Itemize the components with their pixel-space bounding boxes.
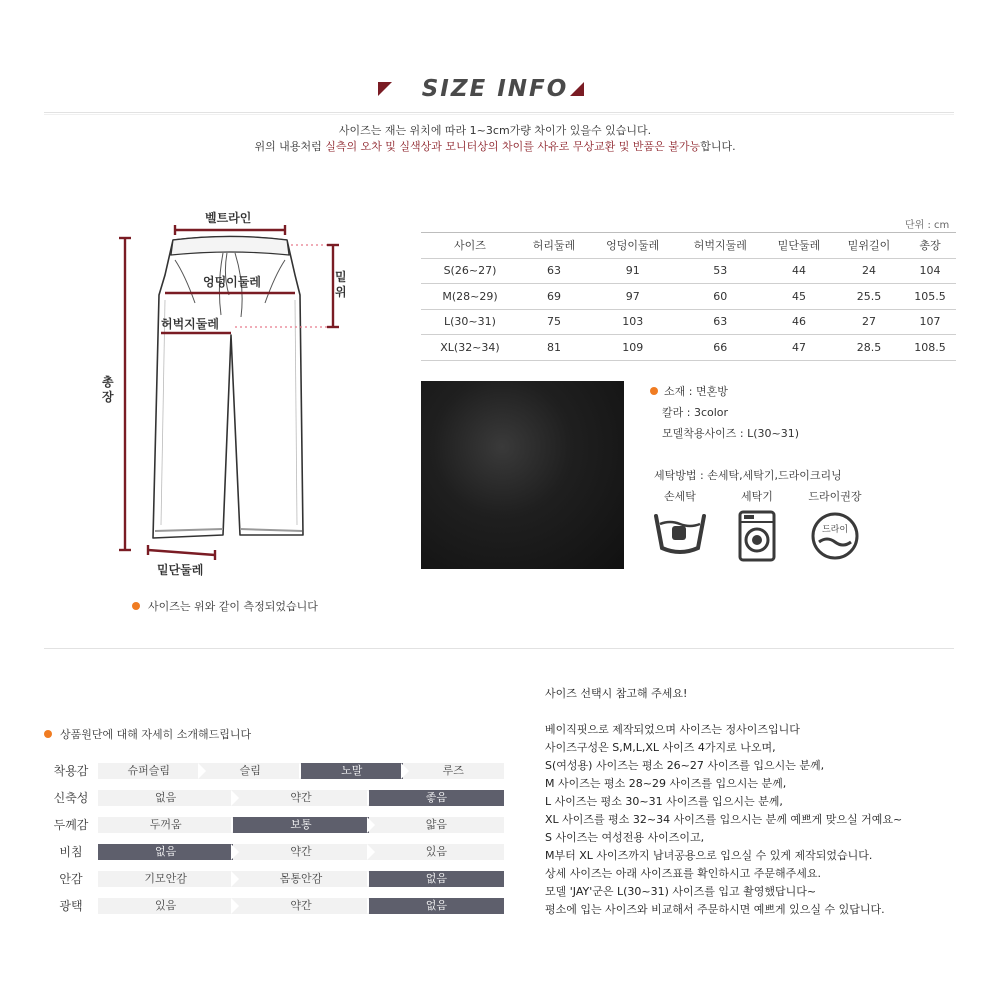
guide-line: XL 사이즈를 평소 32~34 사이즈를 입으시는 분께 예쁘게 맞으실 거예요~ (545, 813, 903, 826)
bullet-icon (44, 730, 52, 738)
table-header-cell: 총장 (904, 233, 956, 259)
property-label: 착용감 (53, 764, 89, 778)
table-header-cell: 밑단둘레 (764, 233, 834, 259)
property-option: 있음 (155, 899, 177, 912)
property-label: 비침 (59, 845, 83, 859)
notice (0, 123, 990, 155)
washing-machine-icon (732, 510, 782, 562)
table-row (421, 335, 956, 361)
notice-highlight: 실측의 오차 및 실색상과 모니터상의 차이를 사유로 무상교환 및 반품은 불가능 (325, 140, 701, 153)
model-size: 모델착용사이즈 : L(30~31) (662, 427, 800, 440)
length-label: 총장 (102, 375, 114, 404)
notice-text: 위의 내용처럼 (254, 140, 326, 153)
guide-line: 베이직핏으로 제작되었으며 사이즈는 정사이즈입니다 (545, 723, 800, 736)
guide-line: 평소에 입는 사이즈와 비교해서 주문하시면 예쁘게 있으실 수 있답니다. (545, 903, 885, 916)
table-header-cell: 밑위길이 (834, 233, 904, 259)
table-row (421, 284, 956, 310)
belt-line-label: 벨트라인 (205, 211, 252, 225)
hem-label: 밑단둘레 (157, 563, 204, 577)
property-option: 약간 (290, 845, 312, 858)
table-cell: 105.5 (904, 284, 956, 310)
table-cell: 60 (677, 284, 765, 310)
property-label: 안감 (59, 872, 83, 886)
table-cell: 63 (677, 309, 765, 335)
table-header-cell: 엉덩이둘레 (589, 233, 677, 259)
table-header-row (421, 233, 956, 259)
pants-illustration (95, 205, 365, 585)
table-cell: M(28~29) (421, 284, 519, 310)
property-option: 없음 (98, 844, 233, 860)
material-text: 소재 : 면혼방 (664, 385, 728, 398)
guide-line: 사이즈구성은 S,M,L,XL 사이즈 4가지로 나오며, (545, 741, 776, 754)
right-triangle-icon (570, 82, 584, 96)
property-row (44, 763, 504, 779)
table-cell: 47 (764, 335, 834, 361)
property-label: 신축성 (53, 791, 89, 805)
table-cell: L(30~31) (421, 309, 519, 335)
table-header-cell: 허리둘레 (519, 233, 589, 259)
table-cell: 46 (764, 309, 834, 335)
wash-dry (800, 488, 870, 565)
guide-line: S 사이즈는 여성전용 사이즈이고, (545, 831, 705, 844)
dry-clean-icon (809, 510, 861, 562)
guide-line: M 사이즈는 평소 28~29 사이즈를 입으시는 분께, (545, 777, 787, 790)
property-row (44, 871, 504, 887)
divider (44, 648, 954, 649)
property-row (44, 790, 504, 806)
notice-line-2 (0, 139, 990, 155)
fabric-swatch-image (421, 381, 624, 569)
property-option: 약간 (290, 791, 312, 804)
section-header (0, 72, 990, 112)
divider (44, 114, 954, 115)
property-track (98, 898, 504, 914)
property-option: 얇음 (425, 818, 447, 831)
table-cell: 108.5 (904, 335, 956, 361)
unit-label: 단위 : cm (905, 220, 950, 231)
properties-title-text: 상품원단에 대해 자세히 소개해드립니다 (60, 728, 252, 741)
material (650, 381, 799, 402)
table-cell: 24 (834, 258, 904, 284)
table-row (421, 258, 956, 284)
wash-label: 손세탁 (664, 490, 696, 503)
property-option: 노말 (301, 763, 403, 779)
table-cell: 63 (519, 258, 589, 284)
guide-lines (545, 721, 902, 919)
thigh-label: 허벅지둘레 (161, 317, 219, 331)
guide-line: 모델 'JAY'군은 L(30~31) 사이즈를 입고 촬영했답니다~ (545, 885, 817, 898)
guide-line: 상세 사이즈는 아래 사이즈표를 확인하시고 주문해주세요. (545, 867, 822, 880)
table-cell: 28.5 (834, 335, 904, 361)
rise-label: 밑위 (335, 270, 347, 299)
divider (44, 112, 954, 113)
wash-label: 드라이권장 (808, 490, 862, 503)
dry-badge: 드라이 (821, 525, 849, 535)
table-cell: 104 (904, 258, 956, 284)
table-cell: 45 (764, 284, 834, 310)
spec-list (650, 381, 799, 444)
wash-machine (722, 488, 792, 565)
size-guide (545, 685, 902, 919)
measure-note (132, 598, 318, 614)
property-option: 두꺼움 (149, 818, 182, 831)
notice-text: 합니다. (700, 140, 736, 153)
wash-title: 세탁방법 : 손세탁,세탁기,드라이크리닝 (654, 469, 842, 482)
table-header-cell: 허벅지둘레 (677, 233, 765, 259)
property-option: 약간 (290, 899, 312, 912)
property-track (98, 871, 504, 887)
table-cell: S(26~27) (421, 258, 519, 284)
property-track (98, 817, 504, 833)
property-option: 몸통안감 (279, 872, 323, 885)
pants-diagram (95, 205, 365, 585)
table-cell: 107 (904, 309, 956, 335)
wash-label: 세탁기 (741, 490, 773, 503)
measure-note-text: 사이즈는 위와 같이 측정되었습니다 (148, 600, 318, 613)
properties-title (44, 726, 251, 742)
property-option: 좋음 (369, 790, 504, 806)
property-track (98, 790, 504, 806)
property-option: 루즈 (442, 764, 464, 777)
property-label: 광택 (59, 899, 83, 913)
property-row (44, 844, 504, 860)
property-option: 있음 (425, 845, 447, 858)
page-title: SIZE INFO (421, 76, 569, 102)
table-cell: 69 (519, 284, 589, 310)
table-cell: 97 (589, 284, 677, 310)
table-cell: 81 (519, 335, 589, 361)
hip-label: 엉덩이둘레 (203, 275, 261, 289)
property-option: 슈퍼슬림 (127, 764, 170, 777)
color: 칼라 : 3color (662, 406, 729, 419)
property-row (44, 898, 504, 914)
property-label: 두께감 (53, 818, 89, 832)
guide-line: S(여성용) 사이즈는 평소 26~27 사이즈를 입으시는 분께, (545, 759, 825, 772)
table-cell: 27 (834, 309, 904, 335)
table-cell: XL(32~34) (421, 335, 519, 361)
table-header-cell: 사이즈 (421, 233, 519, 259)
notice-line-1: 사이즈는 재는 위치에 따라 1~3cm가량 차이가 있을수 있습니다. (338, 124, 652, 137)
table-cell: 103 (589, 309, 677, 335)
property-track (98, 763, 504, 779)
guide-line: M부터 XL 사이즈까지 남녀공용으로 입으실 수 있게 제작되었습니다. (545, 849, 873, 862)
table-cell: 66 (677, 335, 765, 361)
table-cell: 75 (519, 309, 589, 335)
property-option: 없음 (369, 871, 504, 887)
guide-line: L 사이즈는 평소 30~31 사이즈를 입으시는 분께, (545, 795, 783, 808)
property-option: 기모안감 (144, 872, 187, 885)
property-option: 보통 (233, 817, 368, 833)
table-cell: 91 (589, 258, 677, 284)
property-track (98, 844, 504, 860)
table-cell: 25.5 (834, 284, 904, 310)
guide-head: 사이즈 선택시 참고해 주세요! (545, 687, 688, 700)
property-option: 없음 (155, 791, 177, 804)
table-cell: 44 (764, 258, 834, 284)
table-cell: 109 (589, 335, 677, 361)
bullet-icon (650, 387, 658, 395)
hand-wash-icon (650, 510, 710, 560)
wash-hand (645, 488, 715, 563)
bullet-icon (132, 602, 140, 610)
property-option: 없음 (369, 898, 504, 914)
size-table (421, 232, 956, 361)
table-row (421, 309, 956, 335)
property-option: 슬림 (239, 764, 261, 777)
property-row (44, 817, 504, 833)
table-cell: 53 (677, 258, 765, 284)
